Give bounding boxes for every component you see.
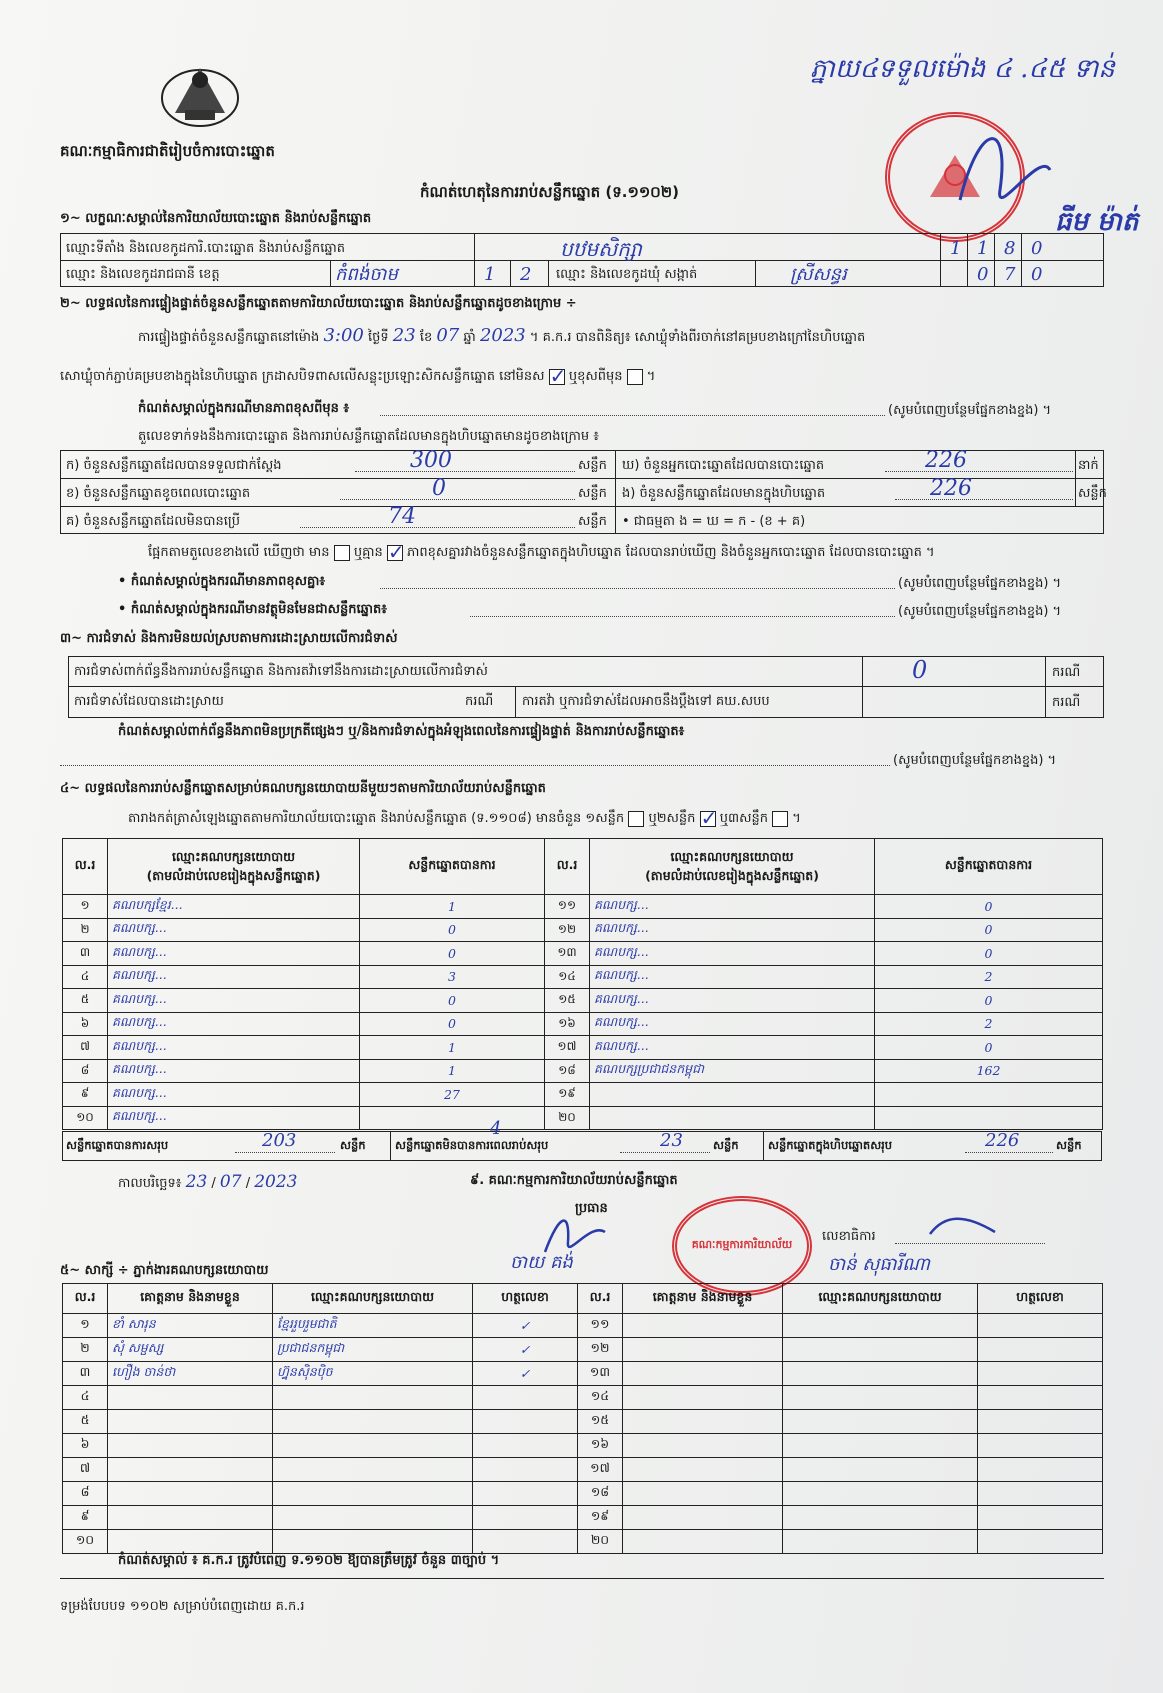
location-label: ឈ្មោះទីតាំង និងលេខកូដការិ.បោះឆ្នោត និងរាប់សន្លឹកឆ្នោត <box>66 241 345 256</box>
witness-party <box>783 1506 978 1530</box>
commune-code-3: 0 <box>1031 264 1043 285</box>
witness-party <box>783 1434 978 1458</box>
figure-d-label: ឃ) ចំនួនអ្នកបោះឆ្នោតដែលបានបោះឆ្នោត <box>622 458 825 473</box>
witness-row <box>63 1386 1103 1410</box>
party-number: ៥ <box>63 989 108 1013</box>
footer-note: កំណត់សម្គាល់ ៖ គ.ក.រ ត្រូវបំពេញ ទ.១១០២ ឱ្យបានត្រឹមត្រូវ ចំនួន ៣ច្បាប់ ។ <box>118 1553 500 1568</box>
party-votes: 162 <box>875 1059 1103 1083</box>
witness-row <box>63 1458 1103 1482</box>
witness-name <box>623 1530 783 1554</box>
witness-signature <box>473 1410 578 1434</box>
party-number: ៤ <box>63 965 108 989</box>
party-votes: 2 <box>875 1012 1103 1036</box>
irregularity-note: កំណត់សម្គាល់ពាក់ព័ន្ធនឹងភាពមិនប្រក្រតីផ្សេងៗ ឬ/និងការជំទាស់ក្នុងអំឡុងពេលនៃការផ្ទៀងផ្ទាត់ និងការរាប់សន្លឹកឆ្នោត៖ <box>118 724 685 739</box>
party-name: គណបក្សខ្មែរ... <box>108 895 360 919</box>
witness-party <box>273 1458 473 1482</box>
party-number: ១២ <box>545 918 590 942</box>
section1-title: ១~ លក្ខណៈសម្គាល់នៃការិយាល័យបោះឆ្នោត និងរាប់សន្លឹកឆ្នោត <box>60 211 372 226</box>
witness-name <box>108 1386 273 1410</box>
sign-date-year: 2023 <box>254 1172 298 1192</box>
two-sheets-checkbox[interactable] <box>700 811 716 827</box>
handwritten-sign: ធីម ម៉ាត់ <box>1055 207 1139 237</box>
figure-c-value: 74 <box>388 504 416 529</box>
figure-a-value: 300 <box>410 448 452 473</box>
party-votes: 0 <box>875 918 1103 942</box>
party-votes: 0 <box>875 989 1103 1013</box>
valid-total-unit: សន្លឹក <box>340 1138 366 1152</box>
party-votes: 2 <box>875 965 1103 989</box>
witness-signature <box>473 1386 578 1410</box>
tally-sheet-line: តារាងកត់ត្រាសំឡេងឆ្នោតតាមការិយាល័យបោះឆ្នោត និងរាប់សន្លឹកឆ្នោត (ទ.១១០៨) មានចំនួន ១សន្លឹក ឬ២សន្លឹក ✓ ឬ៣សន្លឹក ។ <box>128 810 801 829</box>
party-name <box>590 1106 875 1130</box>
witness-name <box>623 1338 783 1362</box>
party-votes: 0 <box>360 989 545 1013</box>
location-value: បឋមសិក្សា <box>560 237 642 261</box>
witness-row <box>63 1530 1103 1554</box>
witness-signature <box>473 1434 578 1458</box>
party-votes: 0 <box>875 1036 1103 1060</box>
witness-party <box>273 1386 473 1410</box>
verify-year: 2023 <box>479 325 526 346</box>
box-total-label: សន្លឹកឆ្នោតក្នុងហិបឆ្នោតសរុប <box>768 1138 893 1152</box>
party-votes <box>360 1106 545 1130</box>
witness-table: ល.រ គោត្តនាម និងនាមខ្លួន ឈ្មោះគណបក្សនយោបាយ ហត្ថលេខា ល.រ គោត្តនាម និងនាមខ្លួន ឈ្មោះគណបក្សនយោបាយ ហត្ថលេខា ១ ខាំ សារុន ខ្មែររួបរួមជាតិ ✓ ១១ ២ សុំ សម្ផស្ស ប្រជាជនកម្ពុជា ✓ ១២ ៣ ហឿង ចាន់ថា ហ្វ៊ុនស៊ិនប៉ិច ✓ ១៣ ៤ ១៤ ៥ ១៥ ៦ ១៦ ៧ ១៧ ៨ ១៨ ៩ ១៩ ១០ ២០ <box>62 1283 1103 1554</box>
note-difference-suffix: (សូមបំពេញបន្ថែមផ្នែកខាងខ្នង) ។ <box>898 576 1062 591</box>
party-row <box>63 942 1103 966</box>
has-difference-checkbox[interactable] <box>334 545 350 561</box>
invalid-total-label: សន្លឹកឆ្នោតមិនបានការពេលរាប់សរុប <box>395 1138 549 1152</box>
witness-party <box>273 1434 473 1458</box>
party-name: គណបក្ស... <box>590 989 875 1013</box>
box-total-unit: សន្លឹក <box>1056 1138 1082 1152</box>
witness-signature <box>473 1506 578 1530</box>
party-name: គណបក្ស... <box>108 965 360 989</box>
verify-day: 23 <box>392 325 416 346</box>
date-line: កាលបរិច្ឆេទ៖ 23 / 07 / 2023 <box>118 1172 298 1192</box>
witness-name <box>108 1530 273 1554</box>
party-name: គណបក្ស... <box>108 989 360 1013</box>
figure-e-value: 226 <box>930 476 972 501</box>
witness-name <box>623 1434 783 1458</box>
party-name: គណបក្ស... <box>590 895 875 919</box>
witness-name <box>108 1506 273 1530</box>
secretary-signature <box>925 1214 1000 1244</box>
witness-row <box>63 1314 1103 1338</box>
invalid-total-value: 23 <box>660 1130 683 1151</box>
witness-number: ៨ <box>63 1482 108 1506</box>
valid-total-label: សន្លឹកឆ្នោតបានការសរុប <box>66 1138 169 1152</box>
party-number: ១០ <box>63 1106 108 1130</box>
party-votes: 1 <box>360 1036 545 1060</box>
note-difference: • កំណត់សម្គាល់ក្នុងករណីមានភាពខុសគ្នា៖ <box>118 574 326 589</box>
witness-name <box>623 1314 783 1338</box>
witness-signature: ✓ <box>473 1338 578 1362</box>
witness-party <box>783 1482 978 1506</box>
witness-party: ខ្មែររួបរួមជាតិ <box>273 1314 473 1338</box>
party-number: ៨ <box>63 1059 108 1083</box>
location-code-1: 1 <box>950 238 962 259</box>
party-number: ១៥ <box>545 989 590 1013</box>
witness-signature <box>473 1530 578 1554</box>
party-number: ១៨ <box>545 1059 590 1083</box>
party-name: គណបក្ស... <box>108 1059 360 1083</box>
party-name: គណបក្ស... <box>108 942 360 966</box>
witness-name: ខាំ សារុន <box>108 1314 273 1338</box>
witness-row <box>63 1434 1103 1458</box>
witness-number: ១៨ <box>578 1482 623 1506</box>
no-difference-checkbox[interactable] <box>387 545 403 561</box>
witness-party <box>783 1530 978 1554</box>
irregularity-note-suffix: (សូមបំពេញបន្ថែមផ្នែកខាងខ្នង) ។ <box>893 753 1057 768</box>
party-votes: 27 <box>360 1083 545 1107</box>
three-sheets-checkbox[interactable] <box>772 811 788 827</box>
party-number: ៣ <box>63 942 108 966</box>
figure-d-unit: នាក់ <box>1078 458 1099 473</box>
witness-name <box>108 1458 273 1482</box>
invalid-total-unit: សន្លឹក <box>713 1138 739 1152</box>
note-foreign-object: • កំណត់សម្គាល់ក្នុងករណីមានវត្ថុមិនមែនជាសន្លឹកឆ្នោត៖ <box>118 602 387 617</box>
party-number: ១១ <box>545 895 590 919</box>
witness-party <box>273 1410 473 1434</box>
witness-signature <box>978 1386 1103 1410</box>
witness-name <box>108 1410 273 1434</box>
sign-date-month: 07 <box>219 1172 242 1192</box>
witness-party <box>273 1530 473 1554</box>
witness-row <box>63 1410 1103 1434</box>
witness-number: ១៧ <box>578 1458 623 1482</box>
resolved-unit: ករណី <box>465 694 494 709</box>
party-name: គណបក្ស... <box>590 1012 875 1036</box>
section5-title: ៥~ សាក្សី ÷ ភ្នាក់ងារគណបក្សនយោបាយ <box>60 1263 269 1278</box>
changed-checkbox[interactable] <box>627 369 643 385</box>
witness-signature: ✓ <box>473 1314 578 1338</box>
witness-number: ១៣ <box>578 1362 623 1386</box>
party-number: ១៧ <box>545 1036 590 1060</box>
witness-number: ២ <box>63 1338 108 1362</box>
witness-signature <box>978 1458 1103 1482</box>
party-number: ៧ <box>63 1036 108 1060</box>
difference-note-suffix: (សូមបំពេញបន្ថែមផ្នែកខាងខ្នង) ។ <box>888 403 1052 418</box>
witness-number: ១៦ <box>578 1434 623 1458</box>
figure-a-unit: សន្លឹក <box>578 458 607 473</box>
one-sheet-checkbox[interactable] <box>628 811 644 827</box>
resolved-label: ការជំទាស់ដែលបានដោះស្រាយ <box>74 694 224 709</box>
province-value: កំពង់ចាម <box>335 264 398 285</box>
witness-row <box>63 1506 1103 1530</box>
commune-value: ស្រីសន្ធរ <box>790 264 847 285</box>
witness-number: ៣ <box>63 1362 108 1386</box>
objection-value: 0 <box>912 656 928 684</box>
party-row <box>63 965 1103 989</box>
location-code-2: 1 <box>977 238 989 259</box>
seal-line: សោឃ្លុំចាក់ភ្ជាប់គម្របខាងក្នុងនៃហិបឆ្នោត ក្រដាសបិទពាសលើសន្លុះប្រឡោះសិកសន្លឹកឆ្នោត នៅមិនស ✓ ឬខុសពីមុន ។ <box>60 368 655 387</box>
party-row <box>63 1106 1103 1130</box>
form-footer: ទម្រង់បែបបទ ១១០២ សម្រាប់បំពេញដោយ គ.ក.រ <box>60 1599 305 1614</box>
witness-name <box>623 1386 783 1410</box>
witness-row <box>63 1362 1103 1386</box>
valid-total-value: 203 <box>262 1130 297 1151</box>
party-row <box>63 895 1103 919</box>
party-number: ២ <box>63 918 108 942</box>
figure-c-label: គ) ចំនួនសន្លឹកឆ្នោតដែលមិនបានប្រើ <box>66 514 240 529</box>
party-name <box>590 1083 875 1107</box>
party-votes: 0 <box>875 942 1103 966</box>
figure-b-unit: សន្លឹក <box>578 486 607 501</box>
form-title: កំណត់ហេតុនៃការរាប់សន្លឹកឆ្នោត (ទ.១១០២) <box>420 183 680 201</box>
witness-number: ២០ <box>578 1530 623 1554</box>
party-number: ១៤ <box>545 965 590 989</box>
chair-name: ចាយ គង់ <box>510 1252 573 1273</box>
verify-line: ការផ្ទៀងផ្ទាត់ចំនួនសន្លឹកឆ្នោតនៅម៉ោង 3:00 ថ្ងៃទី 23 ខែ 07 ឆ្នាំ 2023 ។ គ.ក.រ បានពិនិត្យ៖ សោឃ្លុំទាំងពីរចាក់នៅគម្របខាងក្រៅនៃហិបឆ្នោត <box>138 325 866 346</box>
appeal-label: ការតវ៉ា ឬការជំទាស់ដែលអាចនឹងប្តឹងទៅ គឃ.សបប <box>522 694 770 709</box>
witness-number: ៩ <box>63 1506 108 1530</box>
witness-row <box>63 1482 1103 1506</box>
party-row <box>63 1036 1103 1060</box>
appeal-unit: ករណី <box>1052 695 1081 710</box>
sign-date-day: 23 <box>185 1172 208 1192</box>
location-code-3: 8 <box>1004 238 1016 259</box>
party-name: គណបក្ស... <box>108 1106 360 1130</box>
verify-time: 3:00 <box>323 325 364 346</box>
witness-signature: ✓ <box>473 1362 578 1386</box>
witness-name <box>623 1506 783 1530</box>
province-label: ឈ្មោះ និងលេខកូដរាជធានី ខេត្ត <box>66 267 220 282</box>
witness-signature <box>473 1482 578 1506</box>
party-number: ១៣ <box>545 942 590 966</box>
party-votes: 3 <box>360 965 545 989</box>
figures-intro: តួលេខទាក់ទងនឹងការបោះឆ្នោត និងការរាប់សន្លឹកឆ្នោតដែលមានក្នុងហិបឆ្នោតមានដូចខាងក្រោម ៖ <box>138 429 599 444</box>
party-votes: 0 <box>360 942 545 966</box>
witness-signature <box>978 1434 1103 1458</box>
location-code-4: 0 <box>1031 238 1043 259</box>
figure-e-label: ង) ចំនួនសន្លឹកឆ្នោតដែលមានក្នុងហិបឆ្នោត <box>622 486 826 501</box>
witness-signature <box>978 1410 1103 1434</box>
witness-party <box>783 1362 978 1386</box>
party-name: គណបក្ស... <box>590 942 875 966</box>
figure-a-label: ក) ចំនួនសន្លឹកឆ្នោតដែលបានទទួលជាក់ស្តែង <box>66 458 282 473</box>
chair-signature-top <box>950 110 1060 230</box>
province-code-2: 2 <box>520 264 532 285</box>
witness-number: ៦ <box>63 1434 108 1458</box>
witness-party <box>273 1506 473 1530</box>
secretary-name: ចាន់ សុធារីណា <box>828 1254 930 1275</box>
party-votes <box>875 1106 1103 1130</box>
witness-party <box>783 1314 978 1338</box>
witness-signature <box>473 1458 578 1482</box>
party-votes: 1 <box>360 1059 545 1083</box>
party-name: គណបក្ស... <box>590 918 875 942</box>
witness-party <box>783 1458 978 1482</box>
no-change-checkbox[interactable] <box>549 369 565 385</box>
witness-number: ១ <box>63 1314 108 1338</box>
totals-row <box>62 1131 1102 1161</box>
witness-party <box>783 1410 978 1434</box>
party-number: ៦ <box>63 1012 108 1036</box>
province-code-1: 1 <box>484 264 496 285</box>
secretary-label: លេខាធិការ <box>822 1229 876 1244</box>
figure-b-value: 0 <box>432 476 446 501</box>
figure-b-label: ខ) ចំនួនសន្លឹកឆ្នោតខូចពេលបោះឆ្នោត <box>66 486 251 501</box>
difference-note-label: កំណត់សម្គាល់ក្នុងករណីមានភាពខុសពីមុន ៖ <box>138 401 350 416</box>
witness-party: ហ្វ៊ុនស៊ិនប៉ិច <box>273 1362 473 1386</box>
committee-signatures-title: ៩. គណៈកម្មការការិយាល័យរាប់សន្លឹកឆ្នោត <box>470 1173 678 1188</box>
witness-number: ១១ <box>578 1314 623 1338</box>
section3-title: ៣~ ការជំទាស់ និងការមិនយល់ស្របតាមការដោះស្រាយលើការជំទាស់ <box>60 631 398 646</box>
witness-number: ១២ <box>578 1338 623 1362</box>
witness-signature <box>978 1338 1103 1362</box>
box-total-value: 226 <box>985 1130 1020 1151</box>
party-row <box>63 1012 1103 1036</box>
party-row <box>63 918 1103 942</box>
witness-name <box>623 1362 783 1386</box>
witness-signature <box>978 1482 1103 1506</box>
witness-name <box>623 1482 783 1506</box>
witness-signature <box>978 1530 1103 1554</box>
witness-name <box>108 1434 273 1458</box>
party-row <box>63 1083 1103 1107</box>
party-number: ១ <box>63 895 108 919</box>
chair-label: ប្រធាន <box>575 1201 608 1216</box>
party-votes: 0 <box>360 1012 545 1036</box>
objection-unit: ករណី <box>1052 665 1081 680</box>
section2-title: ២~ លទ្ធផលនៃការផ្ទៀងផ្ទាត់ចំនួនសន្លឹកឆ្នោតតាមការិយាល័យបោះឆ្នោត និងរាប់សន្លឹកឆ្នោតដូចខាងក្រោម ÷ <box>60 296 577 311</box>
witness-name: សុំ សម្ផស្ស <box>108 1338 273 1362</box>
witness-name <box>108 1482 273 1506</box>
party-name: គណបក្ស... <box>590 1036 875 1060</box>
commune-code-2: 7 <box>1004 264 1016 285</box>
verify-month: 07 <box>436 325 460 346</box>
witness-name <box>623 1410 783 1434</box>
commune-code-1: 0 <box>977 264 989 285</box>
committee-name: គណៈកម្មាធិការជាតិរៀបចំការបោះឆ្នោត <box>60 142 275 160</box>
witness-party: ប្រជាជនកម្ពុជា <box>273 1338 473 1362</box>
formula-label: • ជាធម្មតា ង = ឃ = ក - (ខ + គ) <box>622 514 806 529</box>
witness-number: ៧ <box>63 1458 108 1482</box>
note-foreign-object-suffix: (សូមបំពេញបន្ថែមផ្នែកខាងខ្នង) ។ <box>898 604 1062 619</box>
party-name: គណបក្ស... <box>108 1036 360 1060</box>
official-stamp-bottom: គណៈកម្មការការិយាល័យ <box>672 1196 812 1296</box>
figure-c-unit: សន្លឹក <box>578 514 607 529</box>
witness-number: ១៩ <box>578 1506 623 1530</box>
witness-name: ហឿង ចាន់ថា <box>108 1362 273 1386</box>
party-results-table: ល.រ ឈ្មោះគណបក្សនយោបាយ (តាមលំដាប់លេខរៀងក្នុងសន្លឹកឆ្នោត) សន្លឹកឆ្នោតបានការ ល.រ ឈ្មោះគណបក្សនយោបាយ (តាមលំដាប់លេខរៀងក្នុងសន្លឹកឆ្នោត) សន្លឹកឆ្នោតបានការ ១ គណបក្សខ្មែរ... 1 ១១ គណបក្ស... 0 ២ គណបក្ស... 0 ១២ គណបក្ស... 0 ៣ គណបក្ស... 0 ១៣ គណបក្ស... 0 ៤ គណបក្ស... 3 ១៤ គណបក្ស... 2 ៥ គណបក្ស... 0 ១៥ គណបក្ស... 0 ៦ គណបក្ស... 0 ១៦ គណបក្ស... 2 ៧ គណបក្ស... 1 ១៧ គណបក្ស... 0 ៨ គណបក្ស... 1 ១៨ គណបក្សប្រជាជនកម្ពុជា 162 ៩ គណបក្ស... 27 ១៩ ១០ គណបក្ស... ២០ <box>62 838 1103 1130</box>
party-name: គណបក្ស... <box>108 918 360 942</box>
witness-number: ៤ <box>63 1386 108 1410</box>
witness-signature <box>978 1506 1103 1530</box>
witness-number: ១៥ <box>578 1410 623 1434</box>
figure-e-unit: សន្លឹក <box>1078 486 1107 501</box>
witness-number: ១៤ <box>578 1386 623 1410</box>
party-votes: 0 <box>875 895 1103 919</box>
witness-signature <box>978 1362 1103 1386</box>
party-number: ១៩ <box>545 1083 590 1107</box>
party-votes <box>875 1083 1103 1107</box>
section4-title: ៤~ លទ្ធផលនៃការរាប់សន្លឹកឆ្នោតសម្រាប់គណបក្សនយោបាយនីមួយៗតាមការិយាល័យរាប់សន្លឹកឆ្នោត <box>60 781 546 796</box>
objection-label: ការជំទាស់ពាក់ព័ន្ធនឹងការរាប់សន្លឹកឆ្នោត និងការតវ៉ាទៅនឹងការដោះស្រាយលើការជំទាស់ <box>74 664 488 679</box>
witness-number: ១០ <box>63 1530 108 1554</box>
witness-signature <box>978 1314 1103 1338</box>
stray-mark: 4 <box>490 1118 502 1139</box>
witness-party <box>273 1482 473 1506</box>
party-name: គណបក្ស... <box>108 1012 360 1036</box>
witness-number: ៥ <box>63 1410 108 1434</box>
party-number: ៩ <box>63 1083 108 1107</box>
party-number: ១៦ <box>545 1012 590 1036</box>
party-row <box>63 1059 1103 1083</box>
party-number: ២០ <box>545 1106 590 1130</box>
witness-party <box>783 1386 978 1410</box>
figure-d-value: 226 <box>925 448 967 473</box>
party-votes: 0 <box>360 918 545 942</box>
party-votes: 1 <box>360 895 545 919</box>
difference-line: ផ្អែកតាមតួលេខខាងលើ ឃើញថា មាន ឬគ្មាន ✓ ភាពខុសគ្នារវាងចំនួនសន្លឹកឆ្នោតក្នុងហិបឆ្នោត ដែលបានរាប់ឃើញ និងចំនួនអ្នកបោះឆ្នោត ដែលបានបោះឆ្នោត ។ <box>148 544 935 563</box>
witness-row <box>63 1338 1103 1362</box>
handwritten-note: ភ្នាយ៤ទទួលម៉ោង ៤ .៤៥ ទាន់ <box>810 54 1115 84</box>
party-name: គណបក្ស... <box>590 965 875 989</box>
commune-label: ឈ្មោះ និងលេខកូដឃុំ សង្កាត់ <box>556 267 698 282</box>
nec-emblem-icon <box>155 58 245 130</box>
party-name: គណបក្សប្រជាជនកម្ពុជា <box>590 1059 875 1083</box>
witness-party <box>783 1338 978 1362</box>
party-row <box>63 989 1103 1013</box>
party-name: គណបក្ស... <box>108 1083 360 1107</box>
witness-name <box>623 1458 783 1482</box>
